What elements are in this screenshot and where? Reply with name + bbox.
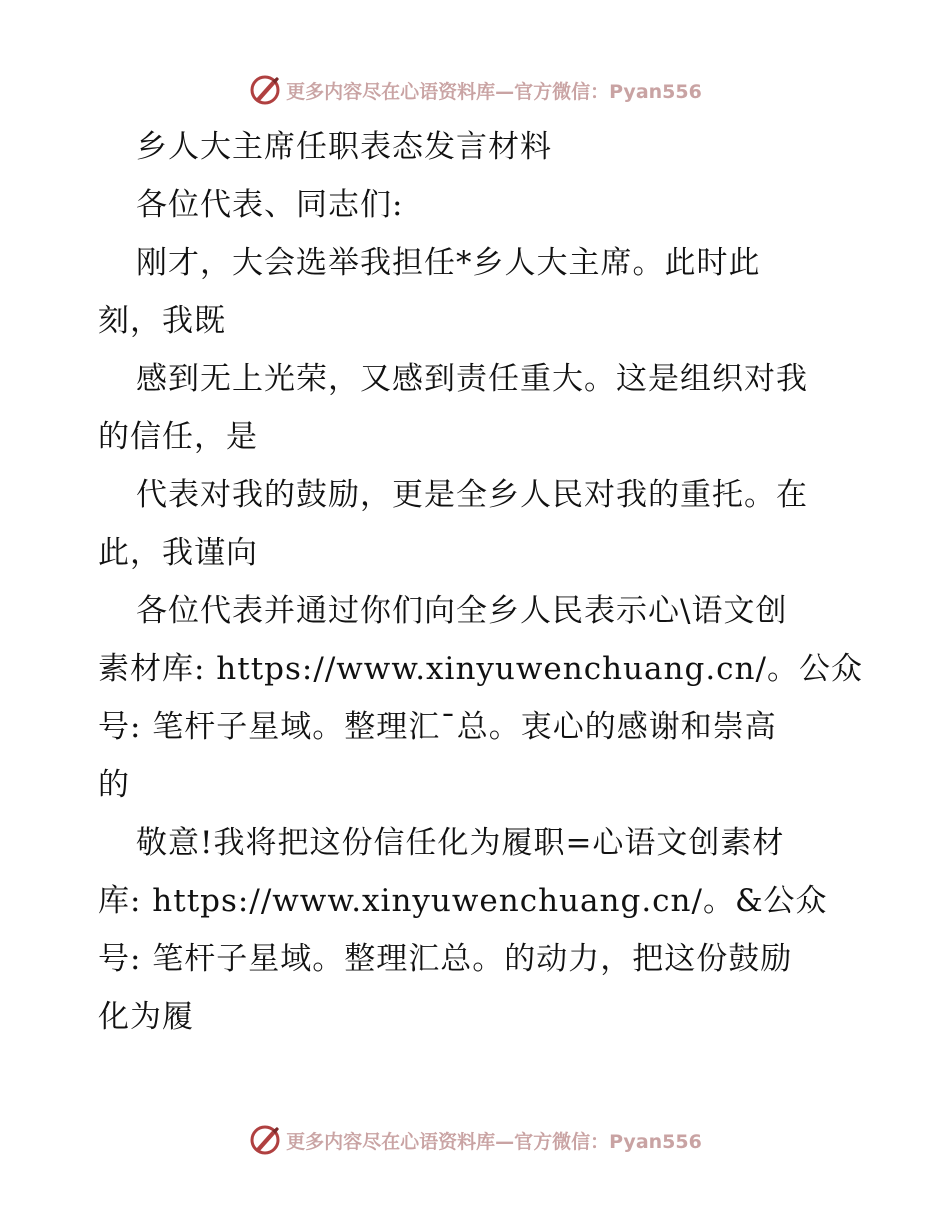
watermark-text: 更多内容尽在心语资料库—官方微信：Pyan556 (286, 1130, 702, 1153)
paragraph-line: 库: https://www.xinyuwenchuang.cn/。&公众 (98, 883, 828, 919)
paragraph-line: 号: 笔杆子星域。整理汇总。的动力，把这份鼓励 (98, 941, 793, 977)
paragraph-line: 敬意!我将把这份信任化为履职=心语文创素材 (136, 825, 785, 861)
pen-circle-icon (248, 73, 282, 107)
paragraph-line: 化为履 (98, 999, 194, 1035)
footer-watermark (0, 1120, 950, 1160)
paragraph-line: 感到无上光荣，又感到责任重大。这是组织对我 (136, 361, 808, 397)
paragraph-line: 刚才，大会选举我担任*乡人大主席。此时此 (136, 245, 761, 281)
salutation: 各位代表、同志们: (136, 187, 404, 223)
paragraph-line: 号: 笔杆子星域。整理汇¯总。衷心的感谢和崇高 (98, 709, 777, 745)
paragraph-line: 的 (98, 767, 130, 803)
watermark-text: 更多内容尽在心语资料库—官方微信：Pyan556 (286, 80, 702, 103)
paragraph-line: 素材库: https://www.xinyuwenchuang.cn/。公众 (98, 651, 863, 687)
header-watermark (0, 70, 950, 110)
paragraph-line: 代表对我的鼓励，更是全乡人民对我的重托。在 (136, 477, 808, 513)
pen-circle-icon (248, 1123, 282, 1157)
paragraph-line: 各位代表并通过你们向全乡人民表示心\语文创 (136, 593, 788, 629)
document-body (98, 118, 863, 1046)
paragraph-line: 刻，我既 (98, 303, 226, 339)
paragraph-line: 的信任，是 (98, 419, 258, 455)
document-title: 乡人大主席任职表态发言材料 (136, 129, 552, 165)
paragraph-line: 此，我谨向 (98, 535, 258, 571)
